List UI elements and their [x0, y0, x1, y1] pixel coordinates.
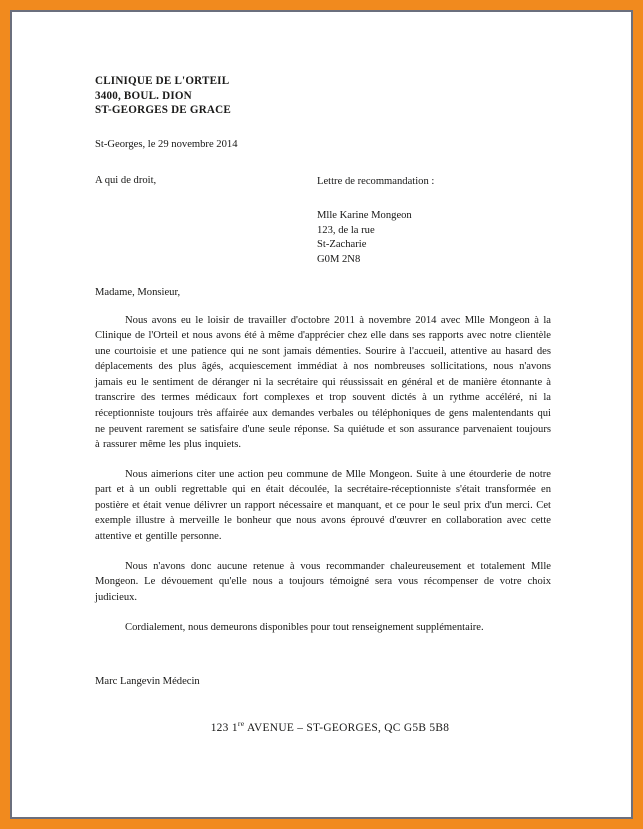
closing-paragraph: Cordialement, nous demeurons disponibles pour tout renseignement supplémentaire.: [125, 622, 484, 634]
letterhead-clinic-name: CLINIQUE DE L'ORTEIL: [95, 75, 230, 87]
recipient-city: St-Zacharie: [317, 239, 367, 251]
letterhead-city: ST-GEORGES DE GRACE: [95, 104, 231, 117]
footer-address-ordinal: re: [237, 719, 245, 729]
letter-content: [12, 12, 631, 817]
letterhead: [95, 74, 551, 118]
body-paragraph-3: Nous n'avons donc aucune retenue à vous recommander chaleureusement et totalement Mlle Mongeon. Le dévouement qu'elle nous a toujours témoigné sera vous récompenser de votre choix judicieux.: [95, 560, 551, 603]
recipient-street: 123, de la rue: [317, 224, 375, 236]
letterhead-street: 3400, BOUL. DION: [95, 89, 192, 102]
footer-address: [95, 719, 551, 737]
letter-page: [12, 12, 631, 817]
recipient-area: [95, 175, 551, 268]
footer-address-suffix: AVENUE – ST-GEORGES, QC G5B 5B8: [244, 722, 450, 735]
salutation-madame-monsieur: Madame, Monsieur,: [95, 287, 181, 299]
recipient-postal-code: G0M 2N8: [317, 254, 361, 266]
recipient-address-block: [317, 209, 551, 268]
body-paragraph-2: Nous aimerions citer une action peu commune de Mlle Mongeon. Suite à une étourderie de notre part et à un oubli regrettable qui en était découlée, la secrétaire-réceptionniste s'était transformée en postière et était venue délivrer un rapport nécessaire et manquant, et ce pour le seul prix d'un merci. Cet exemple illustre à merveille le bonheur que nous avons éprouvé d'œuvrer en collaboration avec cette attentive et gentille personne.: [95, 468, 551, 542]
subject-line: Lettre de recommandation :: [317, 176, 435, 188]
signature-name: Marc Langevin Médecin: [95, 675, 200, 687]
dateline: St-Georges, le 29 novembre 2014: [95, 138, 238, 150]
body-paragraph-1: Nous avons eu le loisir de travailler d'octobre 2011 à novembre 2014 avec Mlle Mongeon à la Clinique de l'Orteil et nous avons été à même d'apprécier chez elle dans ses rapports avec notre clientèle une courtoisie et une patience qui ne sont jamais démenties. Sourire à l'accueil, attentive au hasard des déplacements des plus âgés, acquiescement immédiat à nos nombreuses sollicitations, nous n'avons jamais eu le sentiment de déranger ni la secrétaire qui réussissait en général et de manière étonnante à transcrire des termes médicaux fort complexes et trop souvent dictés à un rythme accéléré, ni la réceptionniste toujours très affairée aux demandes verbales ou téléphoniques de gens malentendants qui ne peuvent rarement se satisfaire d'une seule réponse. Sa quiétude et son assurance parvenaient toujours à rassurer même les plus inquiets.: [95, 314, 551, 451]
recipient-name: Mlle Karine Mongeon: [317, 209, 412, 221]
footer-address-prefix: 123 1: [210, 722, 238, 735]
salutation-to-whom: A qui de droit,: [95, 174, 157, 186]
